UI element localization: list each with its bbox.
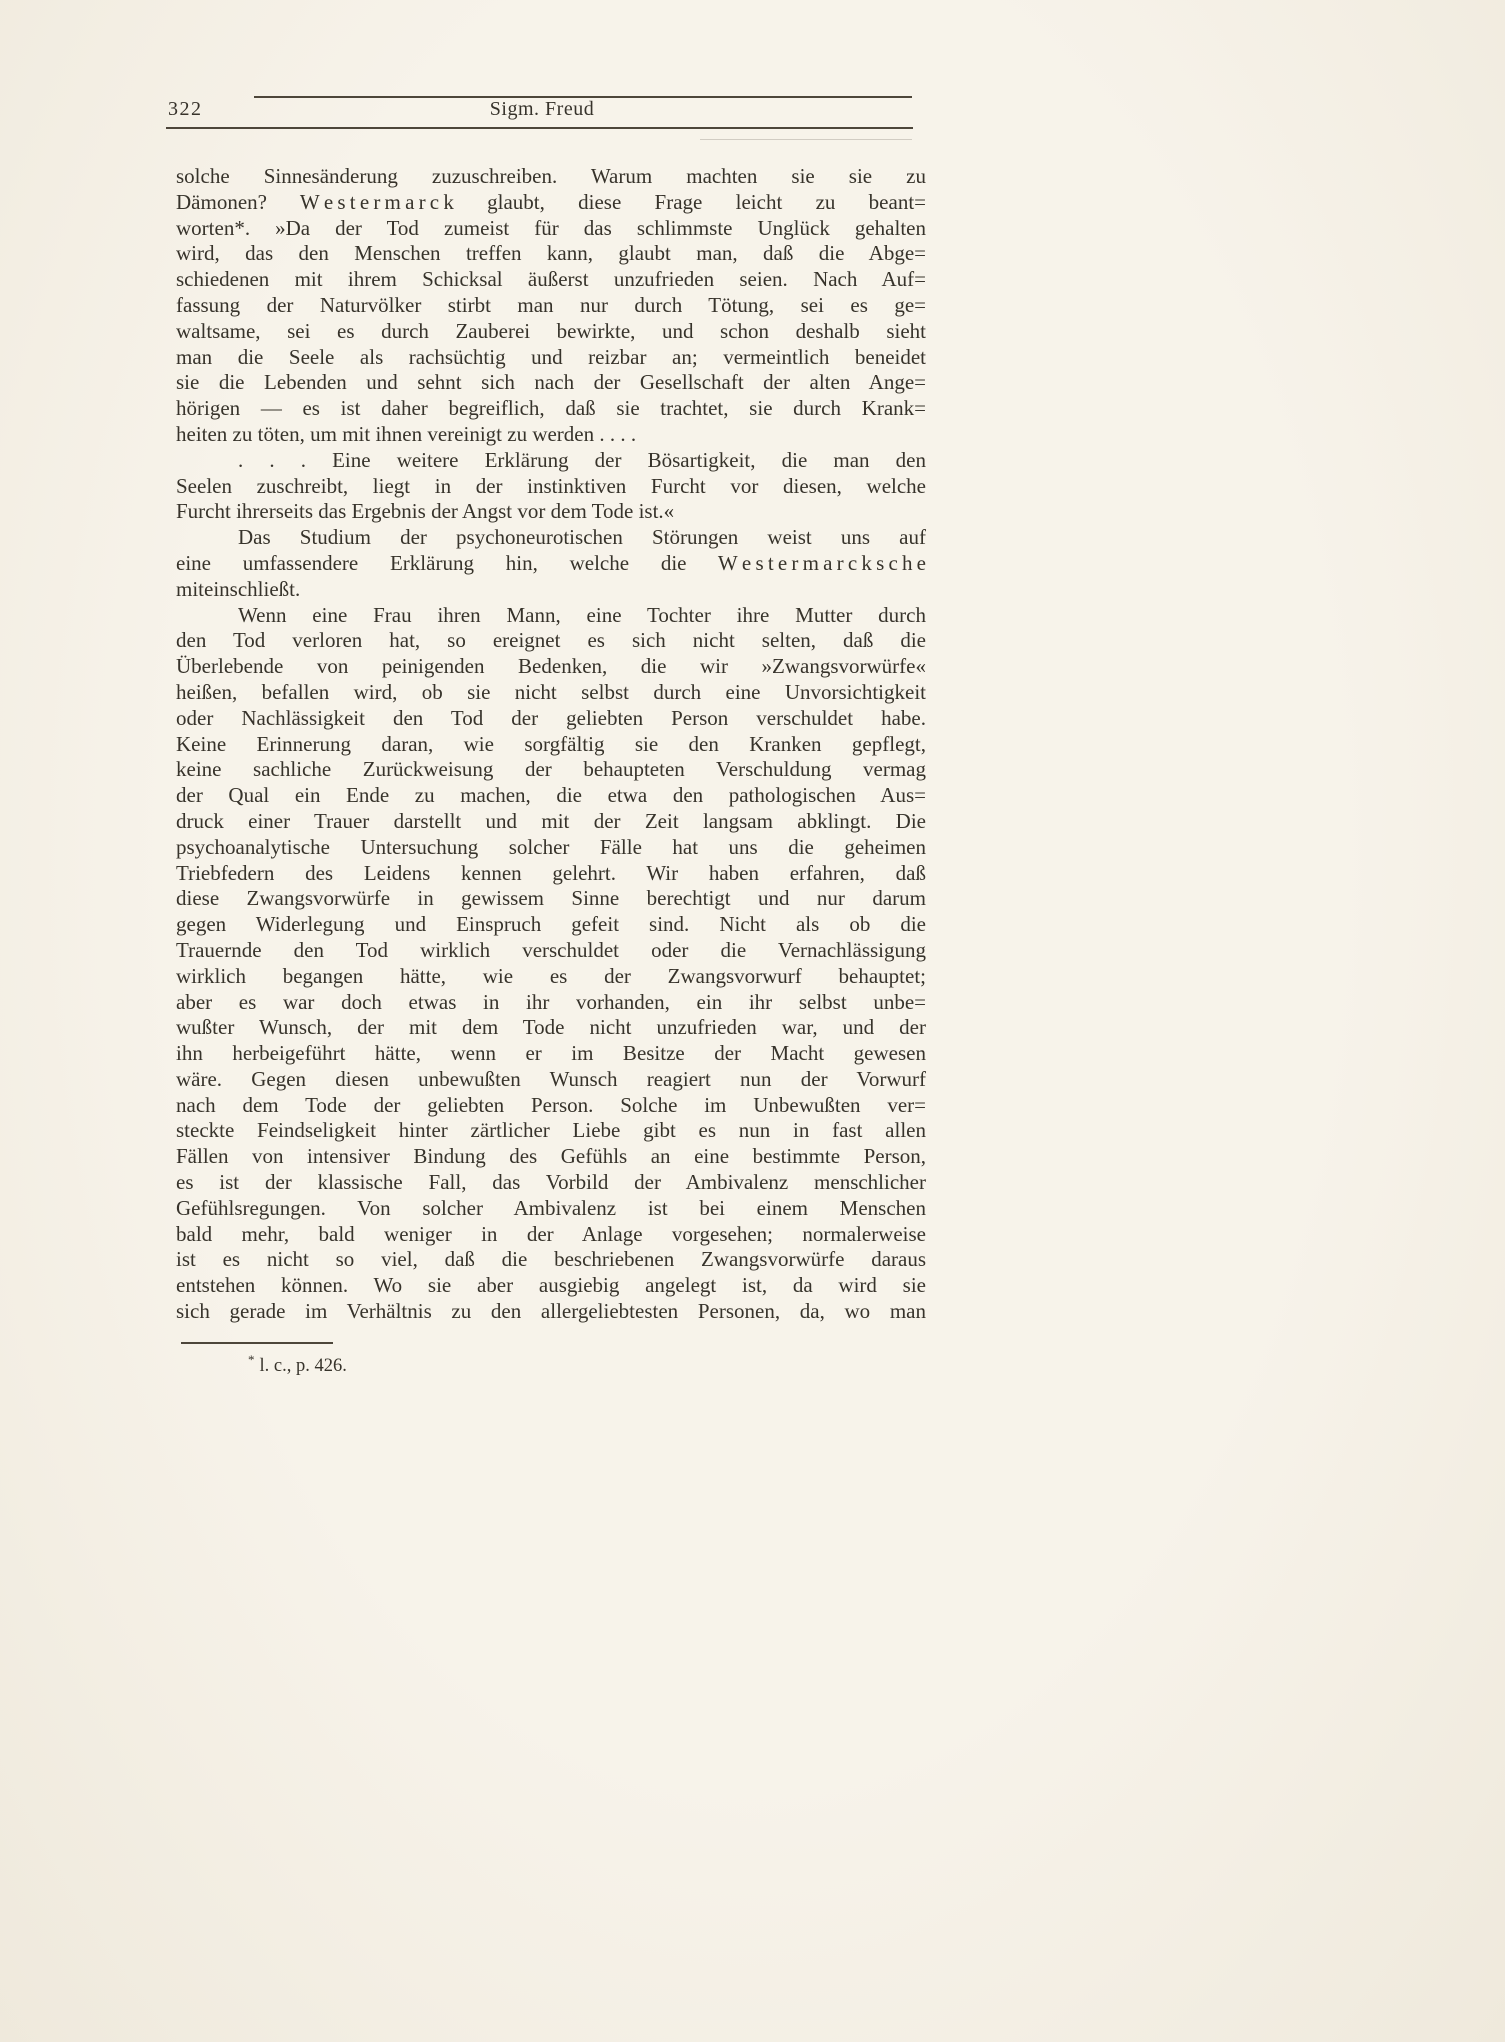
text-line: eine umfassendere Erklärung hin, welche die W e s t e r m a r c k s c h e [176,550,926,575]
text-line: Dämonen? W e s t e r m a r c k glaubt, diese Frage leicht zu beant= [176,189,926,214]
text-line: hörigen — es ist daher begreiflich, daß sie trachtet, sie durch Krank= [176,396,926,421]
page-number: 322 [168,98,203,120]
text-line: wird, das den Menschen treffen kann, glaubt man, daß die Abge= [176,241,926,266]
paragraph [176,164,926,448]
text-line: Gefühlsregungen. Von solcher Ambivalenz ist bei einem Menschen [176,1195,926,1220]
text-line: nach dem Tode der geliebten Person. Solche im Unbewußten ver= [176,1092,926,1117]
scan-artifact-line [700,139,912,140]
text-line: sich gerade im Verhältnis zu den allergeliebtesten Personen, da, wo man [176,1299,926,1324]
text-line: waltsame, sei es durch Zauberei bewirkte, und schon deshalb sieht [176,318,926,343]
text-line: Triebfedern des Leidens kennen gelehrt. Wir haben erfahren, daß [176,860,926,885]
text-line: gegen Widerlegung und Einspruch gefeit sind. Nicht als ob die [176,912,926,937]
text-line: Seelen zuschreibt, liegt in der instinktiven Furcht vor diesen, welche [176,473,926,498]
text-line: sie die Lebenden und sehnt sich nach der Gesellschaft der alten Ange= [176,370,926,395]
text-line: druck einer Trauer darstellt und mit der Zeit langsam abklingt. Die [176,808,926,833]
footnote-rule [181,1342,333,1344]
text-line: aber es war doch etwas in ihr vorhanden, ein ihr selbst unbe= [176,989,926,1014]
text-line: steckte Feindseligkeit hinter zärtlicher Liebe gibt es nun in fast allen [176,1118,926,1143]
text-line: bald mehr, bald weniger in der Anlage vorgesehen; normalerweise [176,1221,926,1246]
text-line: Überlebende von peinigenden Bedenken, die wir »Zwangsvorwürfe« [176,654,926,679]
text-line: Furcht ihrerseits das Ergebnis der Angst vor dem Tode ist.« [176,499,675,524]
text-line: solche Sinnesänderung zuzuschreiben. Warum machten sie sie zu [176,164,926,188]
paragraph [176,603,926,1325]
paragraph [176,525,926,602]
text-line: psychoanalytische Untersuchung solcher Fälle hat uns die geheimen [176,834,926,859]
running-title: Sigm. Freud [489,98,595,120]
text-line: wußter Wunsch, der mit dem Tode nicht unzufrieden war, und der [176,1015,926,1040]
body-text [176,164,926,1325]
text-line: wirklich begangen hätte, wie es der Zwangsvorwurf behauptet; [176,963,926,988]
header-rule-bottom [166,127,913,129]
text-line: heißen, befallen wird, ob sie nicht selbst durch eine Unvorsichtigkeit [176,679,926,704]
text-line: oder Nachlässigkeit den Tod der geliebten Person verschuldet habe. [176,705,926,730]
text-line: Trauernde den Tod wirklich verschuldet oder die Vernachlässigung [176,937,926,962]
text-line: entstehen können. Wo sie aber ausgiebig angelegt ist, da wird sie [176,1273,926,1298]
text-line: . . . Eine weitere Erklärung der Bösartigkeit, die man den [238,447,926,472]
text-line: worten*. »Da der Tod zumeist für das schlimmste Unglück gehalten [176,215,926,240]
text-line: Keine Erinnerung daran, wie sorgfältig sie den Kranken gepflegt, [176,731,926,756]
paragraph [176,448,926,525]
footnote-marker: * [248,1352,255,1367]
text-line: ihn herbeigeführt hätte, wenn er im Besitze der Macht gewesen [176,1041,926,1066]
footnote-text: l. c., p. 426. [259,1356,347,1377]
text-line: ist es nicht so viel, daß die beschriebenen Zwangsvorwürfe daraus [176,1247,926,1272]
text-line: den Tod verloren hat, so ereignet es sich nicht selten, daß die [176,628,926,653]
text-line: Wenn eine Frau ihren Mann, eine Tochter ihre Mutter durch [238,602,926,627]
text-line: wäre. Gegen diesen unbewußten Wunsch reagiert nun der Vorwurf [176,1066,926,1091]
text-line: miteinschließt. [176,576,301,601]
text-line: der Qual ein Ende zu machen, die etwa den pathologischen Aus= [176,783,926,808]
text-line: Fällen von intensiver Bindung des Gefühls an eine bestimmte Person, [176,1144,926,1169]
text-line: man die Seele als rachsüchtig und reizbar an; vermeintlich beneidet [176,344,926,369]
text-line: es ist der klassische Fall, das Vorbild der Ambivalenz menschlicher [176,1170,926,1195]
text-line: fassung der Naturvölker stirbt man nur durch Tötung, sei es ge= [176,292,926,317]
text-line: heiten zu töten, um mit ihnen vereinigt zu werden . . . . [176,421,637,446]
text-line: Das Studium der psychoneurotischen Störungen weist uns auf [238,525,926,550]
text-line: diese Zwangsvorwürfe in gewissem Sinne berechtigt und nur darum [176,886,926,911]
text-line: schiedenen mit ihrem Schicksal äußerst unzufrieden seien. Nach Auf= [176,267,926,292]
footnote [178,1352,878,1377]
text-line: keine sachliche Zurückweisung der behaupteten Verschuldung vermag [176,757,926,782]
